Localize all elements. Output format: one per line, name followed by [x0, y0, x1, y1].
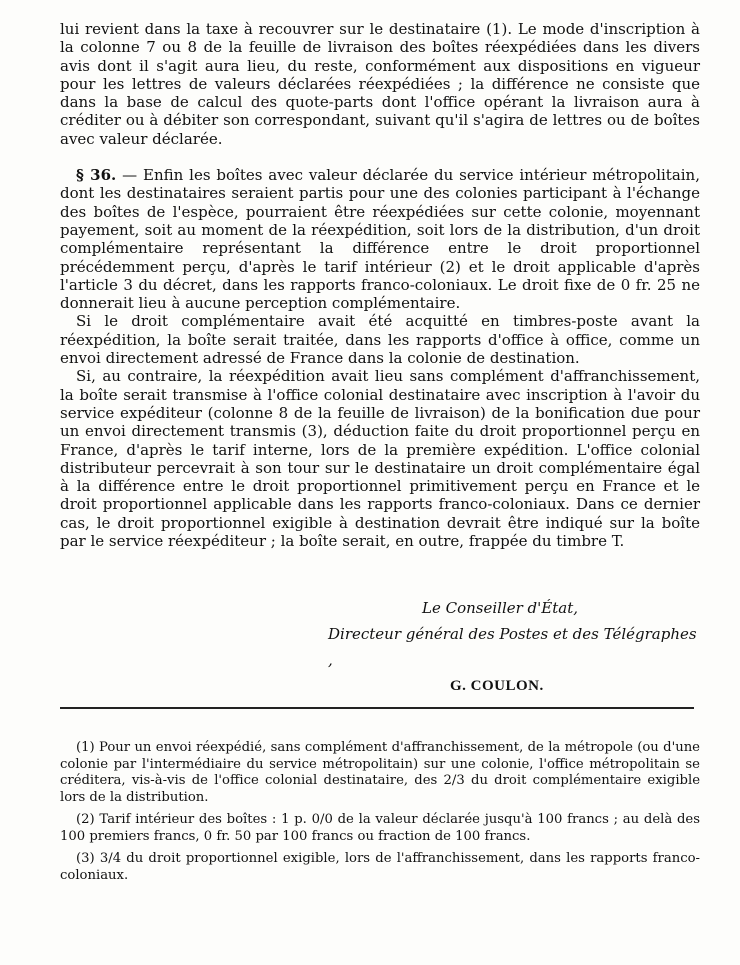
section-36-paragraph	[60, 166, 700, 312]
section-number: § 36.	[76, 166, 117, 185]
paragraph-unpaid-reexpedition: Si, au contraire, la réexpédition avait lieu sans complément d'affranchissement, la boîte serait transmise à l'office colonial destinataire avec inscription à l'avoir du service expéditeur (colonne 8 de la feuille de livraison) de la bonification due pour un envoi directement transmis (3), déduction faite du droit proportionnel perçu en France, d'après le tarif interne, lors de la première expédition. L'office colonial distributeur percevrait à son tour sur le destinataire un droit complémentaire égal à la différence entre le droit proportionnel primitivement perçu en France et le droit proportionnel applicable dans les rapports franco-coloniaux. Dans ce dernier cas, le droit proportionnel exigible à destination devrait être indiqué sur la boîte par le service réexpéditeur ; la boîte serait, en outre, frappée du timbre T.	[60, 367, 700, 551]
footnote-1: (1) Pour un envoi réexpédié, sans complément d'affranchissement, de la métropole (ou d'une colonie par l'intermédiaire du service métropolitain) sur une colonie, l'office métropolitain se créditera, vis-à-vis de l'office colonial destinataire, des 2/3 du droit complémentaire exigible lors de la distribution.	[60, 740, 700, 805]
footnote-3: (3) 3/4 du droit proportionnel exigible, lors de l'affranchissement, dans les rapports franco-coloniaux.	[60, 851, 700, 883]
signature-title-conseiller: Le Conseiller d'État,	[422, 599, 578, 617]
footnote-divider	[60, 707, 694, 709]
main-body	[60, 20, 700, 550]
signature-title-directeur: Directeur général des Postes et des Télégraphes ,	[328, 625, 697, 669]
footnote-2: (2) Tarif intérieur des boîtes : 1 p. 0/0 de la valeur déclarée jusqu'à 100 francs ; au delà des 100 premiers francs, 0 fr. 50 par 100 francs ou fraction de 100 francs.	[60, 812, 700, 844]
paragraph-prepaid-reexpedition: Si le droit complémentaire avait été acquitté en timbres-poste avant la réexpédition, la boîte serait traitée, dans les rapports d'office à office, comme un envoi directement adressé de France dans la colonie de destination.	[60, 312, 700, 368]
footnotes	[60, 740, 700, 890]
paragraph-continuation: lui revient dans la taxe à recouvrer sur le destinataire (1). Le mode d'inscription à la colonne 7 ou 8 de la feuille de livraison des boîtes réexpédiées dans les divers avis dont il s'agit aura lieu, du reste, conformément aux dispositions en vigueur pour les lettres de valeurs déclarées réexpédiées ; la différence ne consiste que dans la base de calcul des quote-parts dont l'office opérant la livraison aura à créditer ou à débiter son correspondant, suivant qu'il s'agira de lettres ou de boîtes avec valeur déclarée.	[60, 20, 700, 148]
signature-block	[60, 595, 700, 699]
section-36-text: — Enfin les boîtes avec valeur déclarée du service intérieur métropolitain, dont les destinataires seraient partis pour une des colonies participant à l'échange des boîtes de l'espèce, pourraient être réexpédiées sur cette colonie, moyennant payement, soit au moment de la réexpédition, soit lors de la distribution, d'un droit complémentaire représentant la différence entre le droit proportionnel précédemment perçu, d'après le tarif intérieur (2) et le droit applicable d'après l'article 3 du décret, dans les rapports franco-coloniaux. Le droit fixe de 0 fr. 25 ne donnerait lieu à aucune perception complémentaire.	[60, 166, 700, 313]
signature-name: G. COULON.	[450, 678, 544, 694]
